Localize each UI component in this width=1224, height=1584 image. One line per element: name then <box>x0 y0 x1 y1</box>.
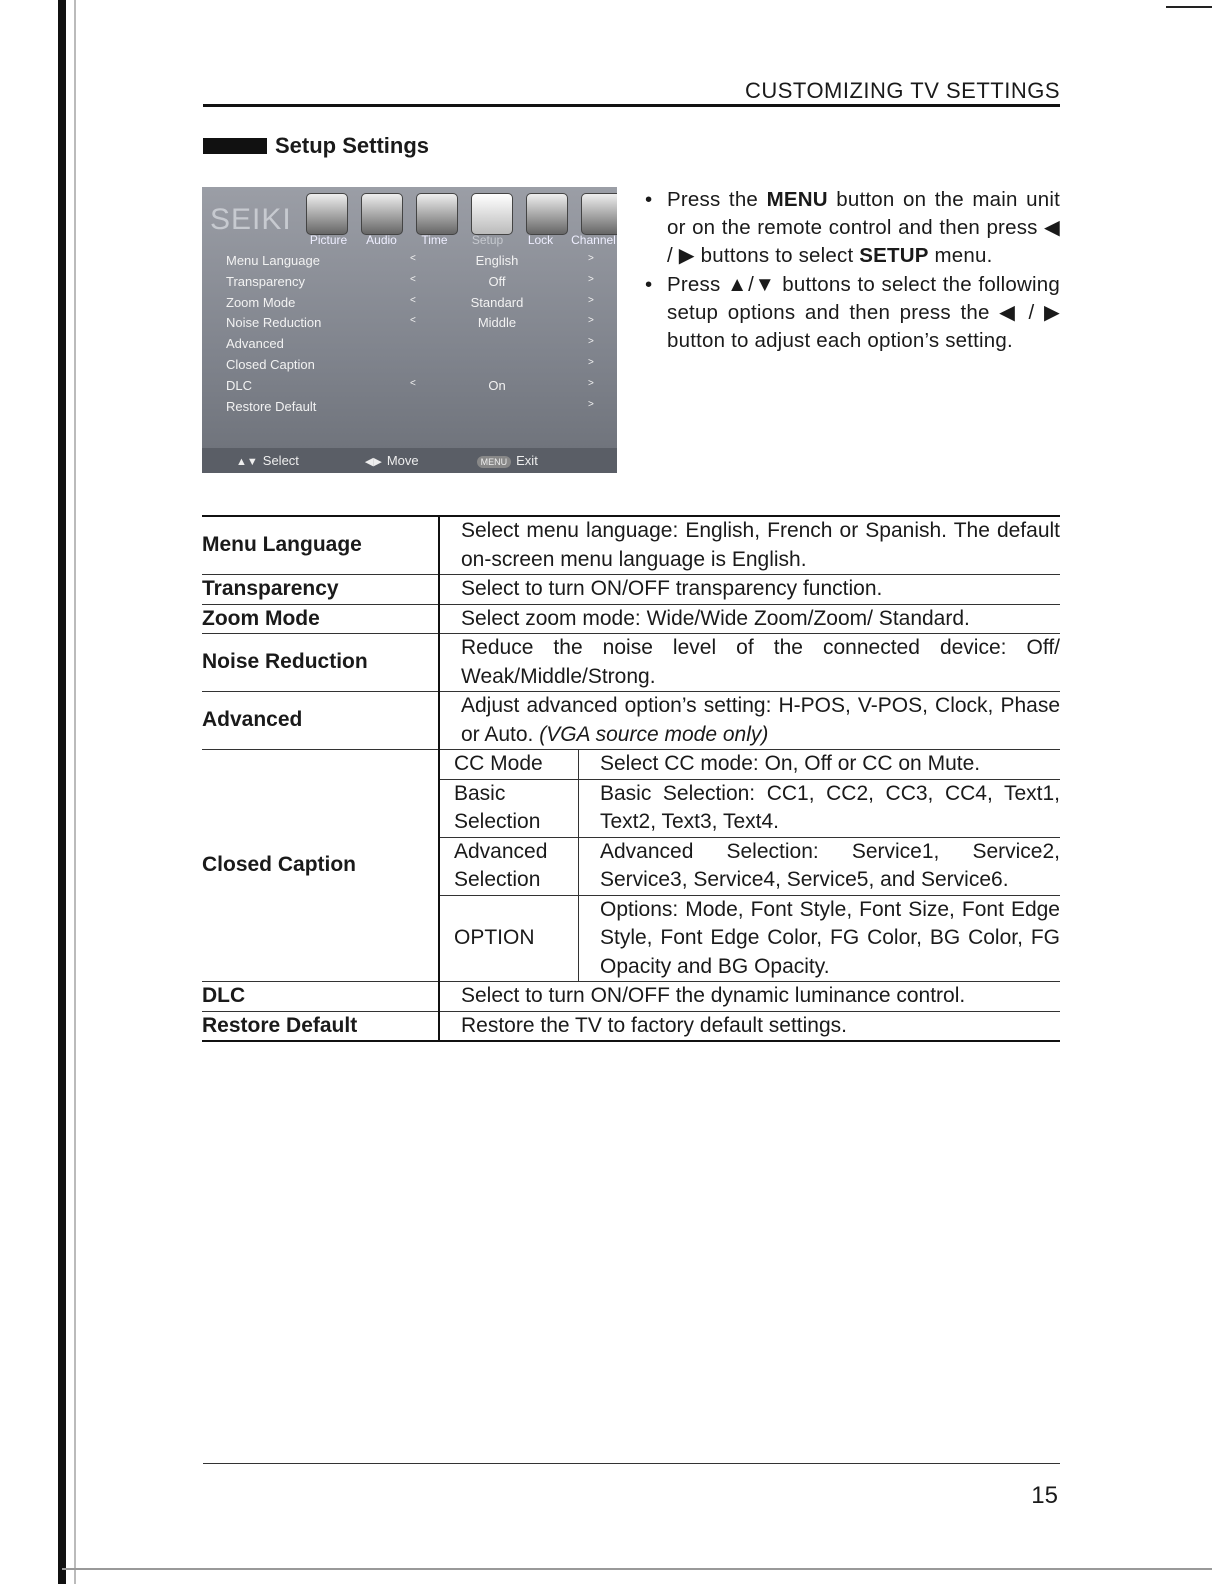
osd-row-label: DLC <box>226 377 253 393</box>
setup-options-table <box>202 515 1060 1042</box>
osd-tab-picture: Picture <box>309 233 348 247</box>
audio-icon <box>361 193 403 235</box>
osd-row-label: Restore Default <box>226 398 317 414</box>
osd-row <box>226 357 606 378</box>
osd-footer-select <box>236 453 299 468</box>
option-description: Select to turn ON/OFF the dynamic luminance control. <box>439 982 1060 1012</box>
osd-row-value: English <box>475 253 519 268</box>
sub-row-advanced-selection <box>440 837 1060 895</box>
select-arrows-icon: ▲▼ <box>236 456 258 468</box>
left-arrow-icon: < <box>410 377 416 389</box>
advanced-description-text: Adjust advanced option’s setting: H-POS, V-POS, Clock, Phase or Auto. <box>461 694 1060 746</box>
osd-exit-label: Exit <box>516 453 538 468</box>
osd-row <box>226 315 606 336</box>
option-label: Advanced <box>202 708 303 732</box>
section-title: Setup Settings <box>275 133 430 158</box>
instruction-item <box>645 271 1060 356</box>
osd-tab-setup: Setup <box>471 233 504 247</box>
option-description <box>439 692 1060 750</box>
table-row-menu-language <box>202 516 1060 575</box>
lock-icon <box>526 193 568 235</box>
closed-caption-table <box>440 750 1060 981</box>
right-arrow-icon: > <box>588 315 594 327</box>
osd-footer <box>202 448 617 473</box>
setup-icon <box>471 193 513 235</box>
osd-icon-strip <box>306 193 617 235</box>
option-label: Transparency <box>202 577 339 600</box>
osd-footer-exit <box>477 453 538 468</box>
running-header: CUSTOMIZING TV SETTINGS <box>744 78 1060 103</box>
section-heading <box>203 133 429 159</box>
bullet-dot-icon: • <box>645 272 653 296</box>
sub-option-value: Basic Selection: CC1, CC2, CC3, CC4, Text1, Text2, Text3, Text4. <box>600 781 1060 833</box>
osd-tab-time: Time <box>421 233 448 247</box>
right-arrow-icon: > <box>588 294 594 306</box>
osd-row <box>226 399 606 420</box>
right-arrow-icon: > <box>588 377 594 389</box>
sub-option-value: Select CC mode: On, Off or CC on Mute. <box>600 752 981 775</box>
table-row-advanced <box>202 692 1060 750</box>
sub-row-basic-selection <box>440 779 1060 837</box>
osd-row-value: Standard <box>470 294 524 310</box>
page-binding-edge <box>58 0 66 1584</box>
channel-icon <box>581 193 617 235</box>
table-row-closed-caption <box>202 750 1060 982</box>
section-marker <box>203 138 267 154</box>
osd-row <box>226 274 606 295</box>
instruction-text: Press ▲/▼ buttons to select the following setup options and then press the ◀ / ▶ button to adjust each option’s setting. <box>667 272 1060 353</box>
osd-row-label: Closed Caption <box>226 356 315 372</box>
sub-row-cc-mode <box>440 750 1060 779</box>
osd-tab-lock: Lock <box>527 233 554 247</box>
right-arrow-icon: > <box>588 273 594 285</box>
sub-option-value: Advanced Selection: Service1, Service2, Service3, Service4, Service5, and Service6. <box>600 839 1060 891</box>
option-label: Restore Default <box>202 1013 358 1037</box>
osd-row-label: Menu Language <box>226 253 320 268</box>
option-description: Reduce the noise level of the connected device: Off/ Weak/Middle/Strong. <box>439 634 1060 692</box>
osd-row <box>226 253 606 274</box>
header-rule <box>203 104 1060 107</box>
sub-option-key: CC Mode <box>440 750 579 779</box>
osd-row-value: Middle <box>477 315 517 331</box>
picture-icon <box>306 193 348 235</box>
instruction-text: menu. <box>928 244 993 268</box>
right-arrow-icon: > <box>588 398 594 410</box>
osd-tab-channel: Channel <box>571 233 616 247</box>
left-arrow-icon: < <box>410 315 416 327</box>
instruction-text: Press the <box>667 188 767 211</box>
osd-footer-move <box>365 453 419 468</box>
osd-row <box>226 336 606 357</box>
bullet-dot-icon: • <box>645 188 653 211</box>
sub-option-key: OPTION <box>440 895 579 981</box>
osd-menu-rows <box>226 253 606 419</box>
left-arrow-icon: < <box>410 253 416 264</box>
option-description: Restore the TV to factory default settings. <box>439 1011 1060 1041</box>
table-row-transparency <box>202 575 1060 605</box>
osd-row-label: Transparency <box>226 273 305 289</box>
left-arrow-icon: < <box>410 294 416 306</box>
move-arrows-icon: ◀▶ <box>364 456 382 468</box>
osd-row-label: Zoom Mode <box>226 294 296 310</box>
option-label: Zoom Mode <box>202 606 320 630</box>
osd-brand-logo: SEIKI <box>210 203 292 236</box>
sub-option-key: Basic Selection <box>440 779 579 837</box>
setup-keyword: SETUP <box>859 244 929 268</box>
time-icon <box>416 193 458 235</box>
osd-row-label: Advanced <box>226 336 284 352</box>
menu-key-icon: MENU <box>477 456 512 468</box>
table-row-noise-reduction <box>202 634 1060 692</box>
advanced-note: (VGA source mode only) <box>539 722 769 746</box>
osd-row-value: On <box>488 377 506 393</box>
table-row-restore-default <box>202 1011 1060 1041</box>
option-label: Menu Language <box>202 533 362 557</box>
right-arrow-icon: > <box>588 356 594 368</box>
osd-select-label: Select <box>262 453 299 468</box>
option-label: DLC <box>202 984 246 1007</box>
instruction-list <box>645 186 1060 355</box>
option-description: Select menu language: English, French or Spanish. The default on-screen menu language is English. <box>439 516 1060 575</box>
table-row-zoom-mode <box>202 604 1060 634</box>
option-label: Closed Caption <box>202 853 357 877</box>
option-label: Noise Reduction <box>202 650 368 674</box>
option-description: Select to turn ON/OFF transparency function. <box>439 575 1060 605</box>
page-bottom-edge <box>62 1568 1212 1570</box>
osd-row <box>226 378 606 399</box>
osd-move-label: Move <box>386 453 419 468</box>
left-arrow-icon: < <box>410 273 416 285</box>
setup-menu-screenshot <box>202 187 617 473</box>
corner-mark <box>1166 6 1212 8</box>
footer-rule <box>203 1463 1060 1464</box>
table-row-dlc <box>202 982 1060 1012</box>
closed-caption-suboptions <box>439 750 1060 982</box>
page-binding-shadow <box>74 0 76 1584</box>
option-description: Select zoom mode: Wide/Wide Zoom/Zoom/ Standard. <box>439 604 1060 634</box>
osd-row <box>226 295 606 316</box>
osd-tabs <box>302 233 617 247</box>
osd-row-label: Noise Reduction <box>226 315 322 331</box>
instruction-item <box>645 186 1060 271</box>
sub-option-value: Options: Mode, Font Style, Font Size, Font Edge Style, Font Edge Color, FG Color, BG Color, FG Opacity and BG Opacity. <box>600 897 1060 978</box>
page-number: 15 <box>1031 1482 1058 1509</box>
sub-row-option <box>440 895 1060 981</box>
sub-option-key: Advanced Selection <box>440 837 579 895</box>
right-arrow-icon: > <box>588 253 594 264</box>
instruction-text: button on the main unit or on the remote control and then press ◀ / ▶ buttons to select <box>667 188 1061 268</box>
osd-tab-audio: Audio <box>366 233 397 247</box>
menu-keyword: MENU <box>766 188 828 211</box>
osd-row-value: Off <box>488 273 506 289</box>
right-arrow-icon: > <box>588 336 594 348</box>
